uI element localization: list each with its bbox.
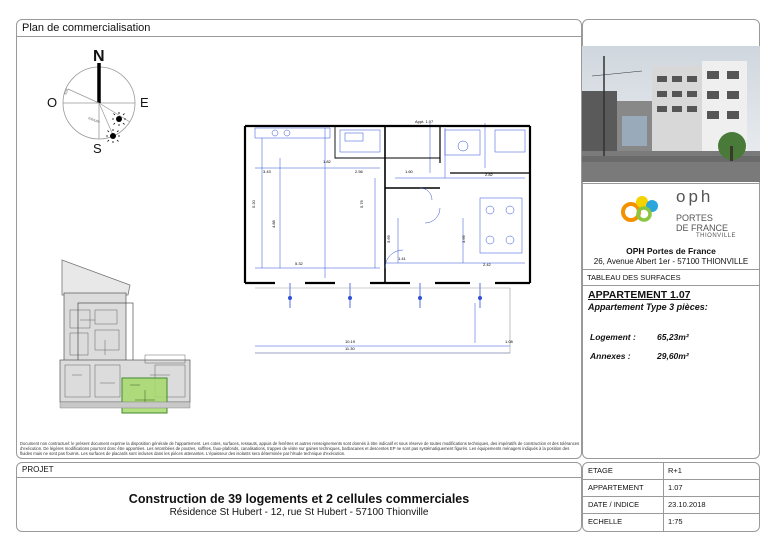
- apartment-title: APPARTEMENT 1.07: [588, 289, 691, 301]
- info-label-etage: ETAGE: [588, 466, 613, 475]
- info-value-etage: R+1: [668, 466, 682, 475]
- info-value-echelle: 1:75: [668, 517, 683, 526]
- svg-text:1.60: 1.60: [405, 169, 413, 174]
- svg-text:3.66: 3.66: [461, 235, 466, 243]
- svg-text:5.76: 5.76: [359, 200, 364, 208]
- apartment-type: Appartement Type 3 pièces:: [588, 302, 708, 312]
- logement-value: 65,23m²: [657, 332, 689, 342]
- info-label-appartement: APPARTEMENT: [588, 483, 644, 492]
- svg-text:minute: minute: [87, 115, 101, 125]
- logo-line3: THIONVILLE: [696, 233, 737, 239]
- svg-text:soir: soir: [62, 87, 70, 96]
- annexes-value: 29,60m²: [657, 351, 689, 361]
- project-subtitle: Résidence St Hubert - 12, rue St Hubert - 57100 Thionville: [169, 507, 429, 518]
- info-value-date: 23.10.2018: [668, 500, 706, 509]
- annexes-label: Annexes :: [590, 351, 631, 361]
- logo-oph-text: oph: [676, 187, 714, 206]
- disclaimer-text: Document non contractuel: le présent document exprime la disposition générale de l'appartement. Les cotes, surfaces, ressauts, appuis de fenêtres et autres renseignements sont donnés à titre indicatif et sous réserve de toutes modifications techniques, des impératifs de construction et des tolérances d'exécution. De légères modifications pourront donc être apportées. Les retombées de poutres, soffites, faux-plafonds, canalisations, trappes de visite sur gaines techniques, barbacanes et descentes EP ne sont pas systématiquement figurés. Les équipements ménagers indiqués à la position des fluides mais ne sont pas fournis. Les surfaces de placards sont incluses dans les pièces attenantes. L'épaisseur des isolants sera déterminée par l'étude technique d'exécution.: [20, 441, 580, 457]
- svg-text:2.56: 2.56: [355, 169, 363, 174]
- surfaces-header: TABLEAU DES SURFACES: [587, 273, 681, 282]
- compass-south-label: S: [93, 141, 102, 156]
- apartment-floor-plan: [235, 118, 535, 363]
- compass-west-label: O: [47, 95, 58, 110]
- logo-line2: DE FRANCE: [676, 223, 729, 233]
- svg-text:5.32: 5.32: [295, 261, 303, 266]
- svg-text:1.41: 1.41: [398, 256, 406, 261]
- svg-text:4.88: 4.88: [271, 220, 276, 228]
- compass-rose: [40, 45, 170, 160]
- logo-line1: PORTES: [676, 213, 713, 223]
- svg-text:10.19: 10.19: [345, 339, 356, 344]
- plan-title: Plan de commercialisation: [22, 22, 151, 34]
- svg-text:11.30: 11.30: [345, 346, 355, 351]
- compass-east-label: E: [140, 95, 149, 110]
- svg-text:1.08: 1.08: [505, 339, 513, 344]
- company-address: 26, Avenue Albert 1er - 57100 THIONVILLE: [593, 257, 749, 266]
- svg-text:3.43: 3.43: [263, 169, 271, 174]
- logement-label: Logement :: [590, 332, 636, 342]
- plan-title-divider: [16, 36, 582, 37]
- info-label-date: DATE / INDICE: [588, 500, 640, 509]
- svg-text:3.69: 3.69: [386, 235, 391, 243]
- appt-label: Appt. 1.07: [415, 119, 434, 124]
- project-title: Construction de 39 logements et 2 cellules commerciales: [128, 492, 470, 506]
- sun-icon-2: [106, 129, 120, 143]
- info-label-echelle: ECHELLE: [588, 517, 623, 526]
- svg-text:1.82: 1.82: [323, 159, 331, 164]
- building-photo: [582, 46, 760, 182]
- key-plan: [50, 255, 200, 415]
- company-name: OPH Portes de France: [626, 246, 716, 256]
- svg-text:2.42: 2.42: [483, 262, 491, 267]
- svg-text:2.82: 2.82: [485, 172, 493, 177]
- compass-north-label: N: [93, 48, 105, 65]
- project-label: PROJET: [22, 465, 54, 474]
- sun-icon-1: [112, 112, 126, 126]
- info-value-appartement: 1.07: [668, 483, 683, 492]
- svg-text:5.20: 5.20: [251, 200, 256, 208]
- oph-logo-icon: [618, 190, 678, 232]
